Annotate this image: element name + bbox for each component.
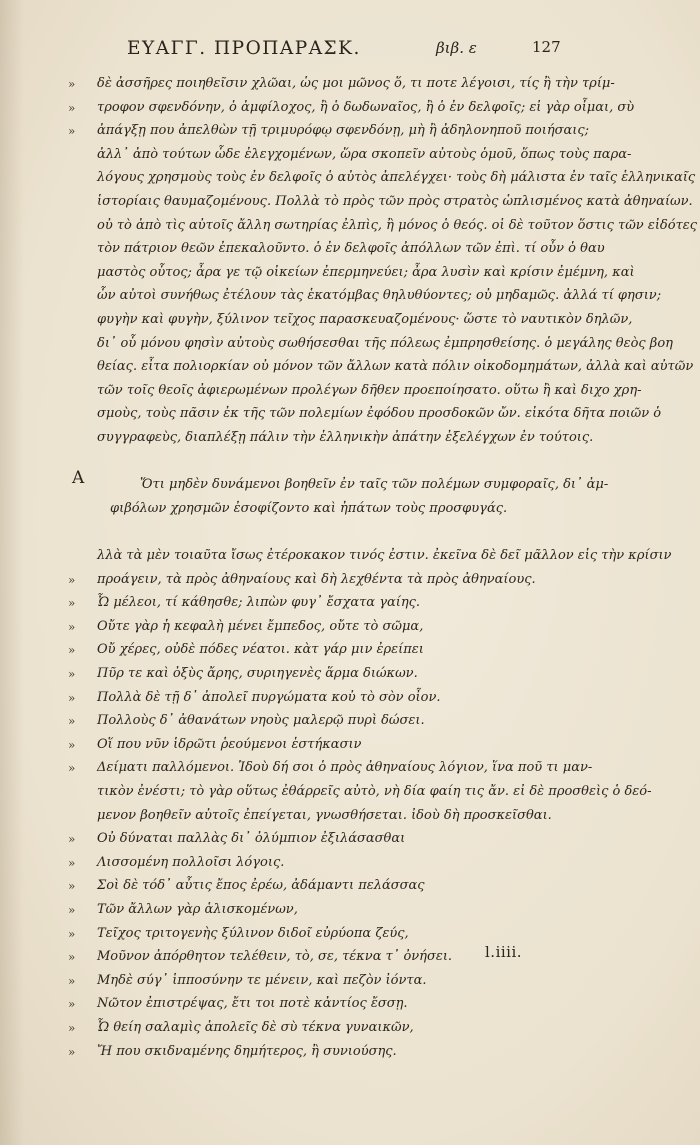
text-line: οὐ τὸ ἀπὸ τὶς αὐτοῖς ἄλλη σωτηρίας ἐλπὶς, ἢ μόνος ὁ θεός. οἱ δὲ τοῦτον ὅστις τῶν εἰδότες [97,217,698,233]
text-line: ἀπάγξῃ που ἀπελθὼν τῇ τριμυρόφῳ σφενδόνῃ, μὴ ἢ ἀδηλονηποῦ ποιήσαις; [97,123,590,139]
text-line: Οἵ που νῦν ἱδρῶτι ῥεούμενοι ἑστήκασιν [97,736,362,752]
quote-mark: » [68,737,76,752]
text-line: Οὔ χέρες, οὐδὲ πόδες νέατοι. κὰτ γάρ μιν ἐρείπει [97,642,424,658]
text-line: Τεῖχος τριτογενὴς ξύλινον διδοῖ εὐρύοπα ζεύς, [97,925,409,941]
quote-mark: » [68,77,76,91]
text-line: τροφον σφενδόνην, ὁ ἀμφίλοχος, ἢ ὁ δωδωναῖος, ἢ ὁ ἐν δελφοῖς; εἰ γὰρ οἶμαι, σὺ [97,99,635,115]
quote-mark: » [68,596,76,611]
quote-mark: » [68,832,76,847]
quote-mark: » [68,761,76,776]
section-heading-line: φιβόλων χρησμῶν ἐσοφίζοντο καὶ ἠπάτων τοὺς προσφυγάς. [110,500,508,516]
text-line: Μηδὲ σύγ᾽ ἱπποσύνην τε μένειν, καὶ πεζὸν ἰόντα. [97,972,427,988]
text-line: Νῶτον ἐπιστρέψας, ἔτι τοι ποτὲ κἀντίος ἔσσῃ. [97,996,408,1012]
text-line: δὲ ἀσσῆρες ποιηθεῖσιν χλῶαι, ὡς μοι μῶνος ὅ, τι ποτε λέγοισι, τίς ἢ τὴν τρίμ- [97,76,615,91]
initial-letter: Α [72,468,85,488]
text-line: τικὸν ἐνέστι; τὸ γὰρ οὕτως ἐθάρρεῖς αὐτὸ, νὴ δία φαίη τις ἄν. εἰ δὲ προσθεὶς ὁ δεό- [97,784,652,799]
text-line: σμοὺς, τοὺς πᾶσιν ἐκ τῆς τῶν πολεμίων ἐφόδου προσδοκῶν ὤν. εἰκότα δῆτα ποιῶν ὁ [97,406,662,422]
text-line: Μοῦνον ἀπόρθητον τελέθειν, τὸ, σε, τέκνα τ᾽ ὀνήσει. [97,949,453,965]
text-line: Πολλοὺς δ᾽ ἀθανάτων νηοὺς μαλερῷ πυρὶ δώσει. [97,713,425,729]
page-header [0,34,700,64]
quote-mark: » [68,855,76,870]
text-line: Σοὶ δὲ τόδ᾽ αὖτις ἔπος ἐρέω, ἀδάμαντι πελάσσας [97,878,425,894]
text-line: Πολλὰ δὲ τῇ δ᾽ ἀπολεῖ πυργώματα κοὐ τὸ σὸν οἶον. [97,689,441,705]
quote-mark: » [68,997,76,1012]
text-line: μαστὸς οὗτος; ἆρα γε τῷ οἰκείων ἐπερμηνεύει; ἆρα λυσὶν καὶ κρίσιν ἐμέμνη, καὶ [97,264,635,280]
section-heading-line: Ὅτι μηδὲν δυνάμενοι βοηθεῖν ἐν ταῖς τῶν πολέμων συμφοραῖς, δι᾽ ἀμ- [140,477,609,493]
quote-mark: » [68,100,76,115]
text-line: τὸν πάτριον θεῶν ἐπεκαλοῦντο. ὁ ἐν δελφοῖς ἀπόλλων τῶν ἐπὶ. τί οὖν ὁ θαυ [97,241,605,257]
text-line: ὧν αὐτοὶ συνήθως ἐτέλουν τὰς ἑκατόμβας θηλυθύοντες; οὐ μηδαμῶς. ἀλλά τί φησιν; [97,288,662,304]
quote-mark: » [68,643,76,658]
text-line: Ἤ που σκιδναμένης δημήτερος, ἢ συνιούσης. [97,1043,397,1059]
quote-mark: » [68,572,76,587]
running-title: ΕΥΑΓΓ. ΠΡΟΠΑΡΑΣΚ. [127,38,361,59]
text-line: Πῦρ τε καὶ ὀξὺς ἄρης, συριηγενὲς ἅρμα διώκων. [97,666,418,681]
text-line: λόγους χρησμοὺς τοὺς ἐν δελφοῖς ὁ αὐτὸς ἀπελέγχει· τοὺς δὴ μάλιστα ἐν ταῖς ἑλληνικαῖς [97,170,696,186]
text-line: λλὰ τὰ μὲν τοιαῦτα ἴσως ἐτέροκακον τινός ἐστιν. ἐκεῖνα δὲ δεῖ μᾶλλον εἰς τὴν κρίσιν [97,548,672,563]
page-gutter-shadow [0,0,24,1145]
text-line: Οὐ δύναται παλλὰς δι᾽ ὀλύμπιον ἐξιλάσασθαι [97,831,406,847]
quote-mark: » [68,1044,76,1059]
quote-mark: » [68,903,76,917]
text-line: προάγειν, τὰ πρὸς ἀθηναίους καὶ δὴ λεχθέντα τὰ πρὸς ἀθηναίους. [97,571,536,587]
text-line: ἱστορίαις θαυμαζομένους. Πολλὰ τὸ πρὸς τῶν πρὸς στρατὸς ὡπλισμένος κατὰ ἀθηναίων. [97,194,693,209]
quote-mark: » [68,124,76,139]
text-line: Τῶν ἄλλων γὰρ ἁλισκομένων, [97,902,298,917]
text-line [97,520,557,544]
text-line: δι᾽ οὗ μόνου φησὶν αὐτοὺς σωθήσεσθαι τῆς πόλεως ἐμπρησθείσης. ὁ μεγάλης θεὸς βοη [97,335,673,351]
text-line [97,450,557,474]
quote-mark: » [68,926,76,941]
text-line: Ὦ μέλεοι, τί κάθησθε; λιπὼν φυγ᾽ ἔσχατα γαίης. [97,595,421,611]
text-line: μενον βοηθεῖν αὐτοῖς ἐπείγεται, γνωσθήσεται. ἰδοὺ δὴ προσκεῖσθαι. [97,807,552,823]
quote-mark: » [68,950,76,965]
quote-mark: » [68,619,76,634]
book-marker: βιβ. ε [436,39,477,57]
quote-mark: » [68,1021,76,1035]
quote-mark: » [68,973,76,988]
text-line: ἀλλ᾽ ἀπὸ τούτων ὧδε ἐλεγχομένων, ὥρα σκοπεῖν αὐτοὺς ὁμοῦ, ὅπως τοὺς παρα- [97,146,632,162]
text-line: Δείματι παλλόμενοι. Ἰδοὺ δή σοι ὁ πρὸς ἀθηναίους λόγιον, ἵνα ποῦ τι μαν- [97,760,593,776]
quote-mark: » [68,690,76,705]
page-number: 127 [532,38,561,56]
catchword: l.iiii. [485,943,523,961]
text-line: συγγραφεὺς, διαπλέξῃ πάλιν τὴν ἑλληνικὴν ἀπάτην ἐξελέγχων ἐν τούτοις. [97,430,594,445]
quote-mark: » [68,714,76,729]
text-line: Λισσομένη πολλοῖσι λόγοις. [97,854,285,870]
text-line: φυγὴν καὶ φυγὴν, ξύλινον τεῖχος παρασκευαζομένους· ὥστε τὸ ναυτικὸν δηλῶν, [97,312,633,327]
text-line: Οὔτε γὰρ ἡ κεφαλὴ μένει ἔμπεδος, οὔτε τὸ σῶμα, [97,618,424,634]
text-line: Ὦ θείη σαλαμὶς ἀπολεῖς δὲ σὺ τέκνα γυναικῶν, [97,1020,414,1035]
quote-mark: » [68,879,76,894]
quote-mark: » [68,667,76,681]
text-line: τῶν τοῖς θεοῖς ἀφιερωμένων προλέγων δῆθεν προεποίησατο. οὕτω ἢ καὶ διχο χρη- [97,382,642,398]
text-line: θείας. εἶτα πολιορκίαν οὐ μόνον τῶν ἄλλων κατὰ πόλιν οἰκοδομημάτων, ἀλλὰ καὶ αὐτῶν [97,359,694,375]
